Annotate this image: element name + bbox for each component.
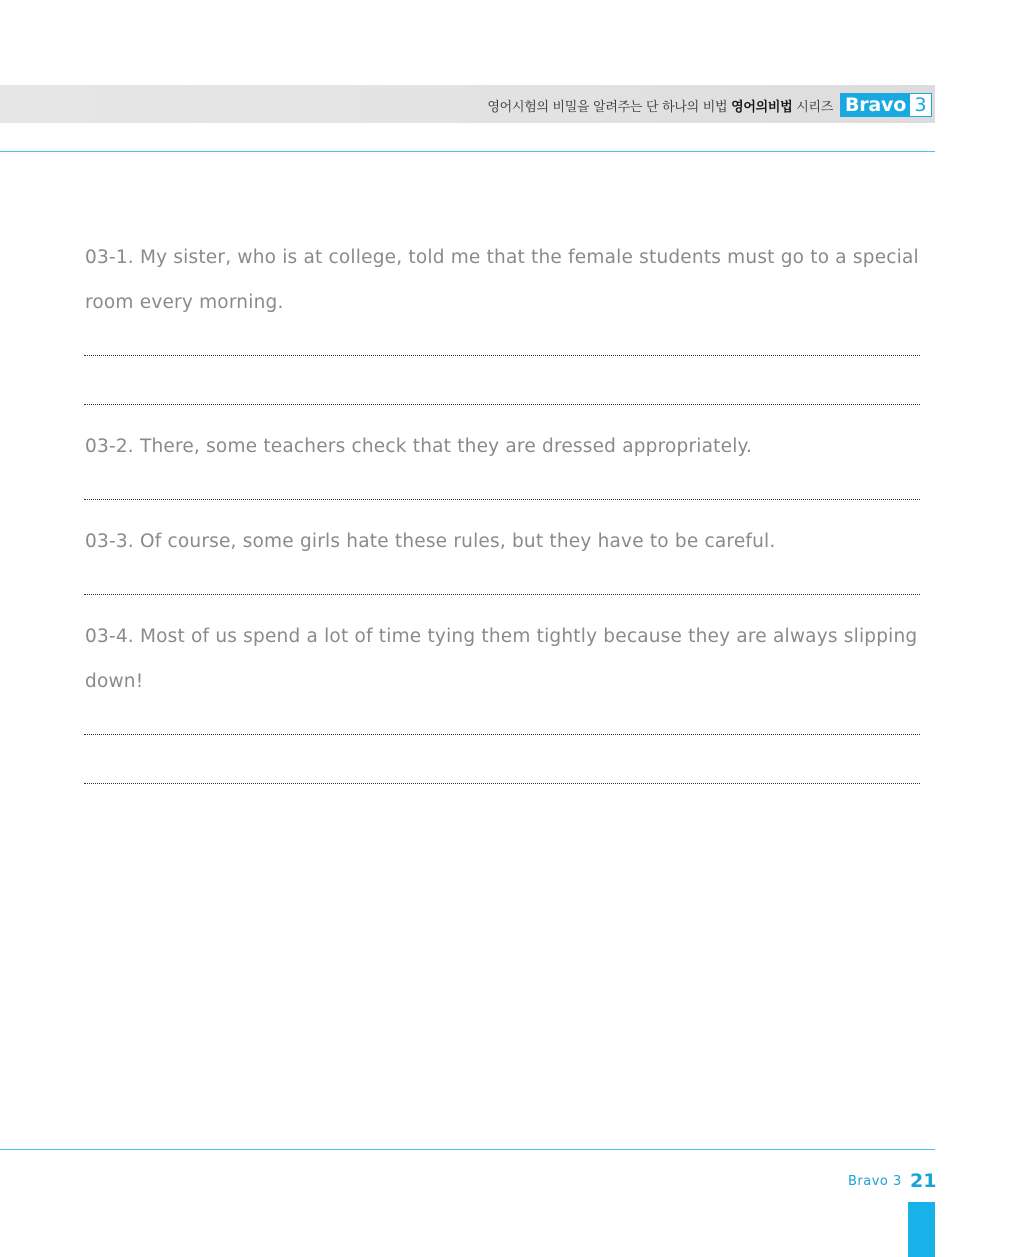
- exercise-03-3-answer-line[interactable]: [84, 594, 920, 595]
- brand-number: 3: [914, 94, 927, 116]
- exercise-03-4-answer-line-2[interactable]: [84, 783, 920, 784]
- exercise-03-4-answer-line-1[interactable]: [84, 734, 920, 735]
- bottom-divider: [0, 1149, 935, 1150]
- series-title: [487, 96, 833, 115]
- exercise-03-1-answer-line-2[interactable]: [84, 404, 920, 405]
- series-suffix: 시리즈: [796, 100, 833, 115]
- series-bold-title: 영어의비법: [731, 100, 793, 115]
- page-number: 21: [910, 1170, 937, 1192]
- footer-book-label: Bravo 3: [848, 1174, 902, 1189]
- brand-name: Bravo: [841, 94, 910, 116]
- exercise-03-1-sentence: 03-1. My sister, who is at college, told me that the female students must go to a special room every morning.: [85, 247, 919, 313]
- top-divider: [0, 151, 935, 152]
- exercise-03-2-sentence: 03-2. There, some teachers check that they are dressed appropriately.: [85, 436, 753, 457]
- exercise-03-3-sentence: 03-3. Of course, some girls hate these rules, but they have to be careful.: [85, 531, 776, 552]
- series-prefix: 영어시험의 비밀을 알려주는 단 하나의 비법: [487, 100, 728, 115]
- page-edge-tab: [908, 1202, 935, 1257]
- brand-badge: [840, 93, 932, 117]
- exercise-03-2-answer-line[interactable]: [84, 499, 920, 500]
- exercise-03-4-sentence: 03-4. Most of us spend a lot of time tying them tightly because they are always slipping down!: [85, 626, 918, 692]
- exercise-03-1-answer-line-1[interactable]: [84, 355, 920, 356]
